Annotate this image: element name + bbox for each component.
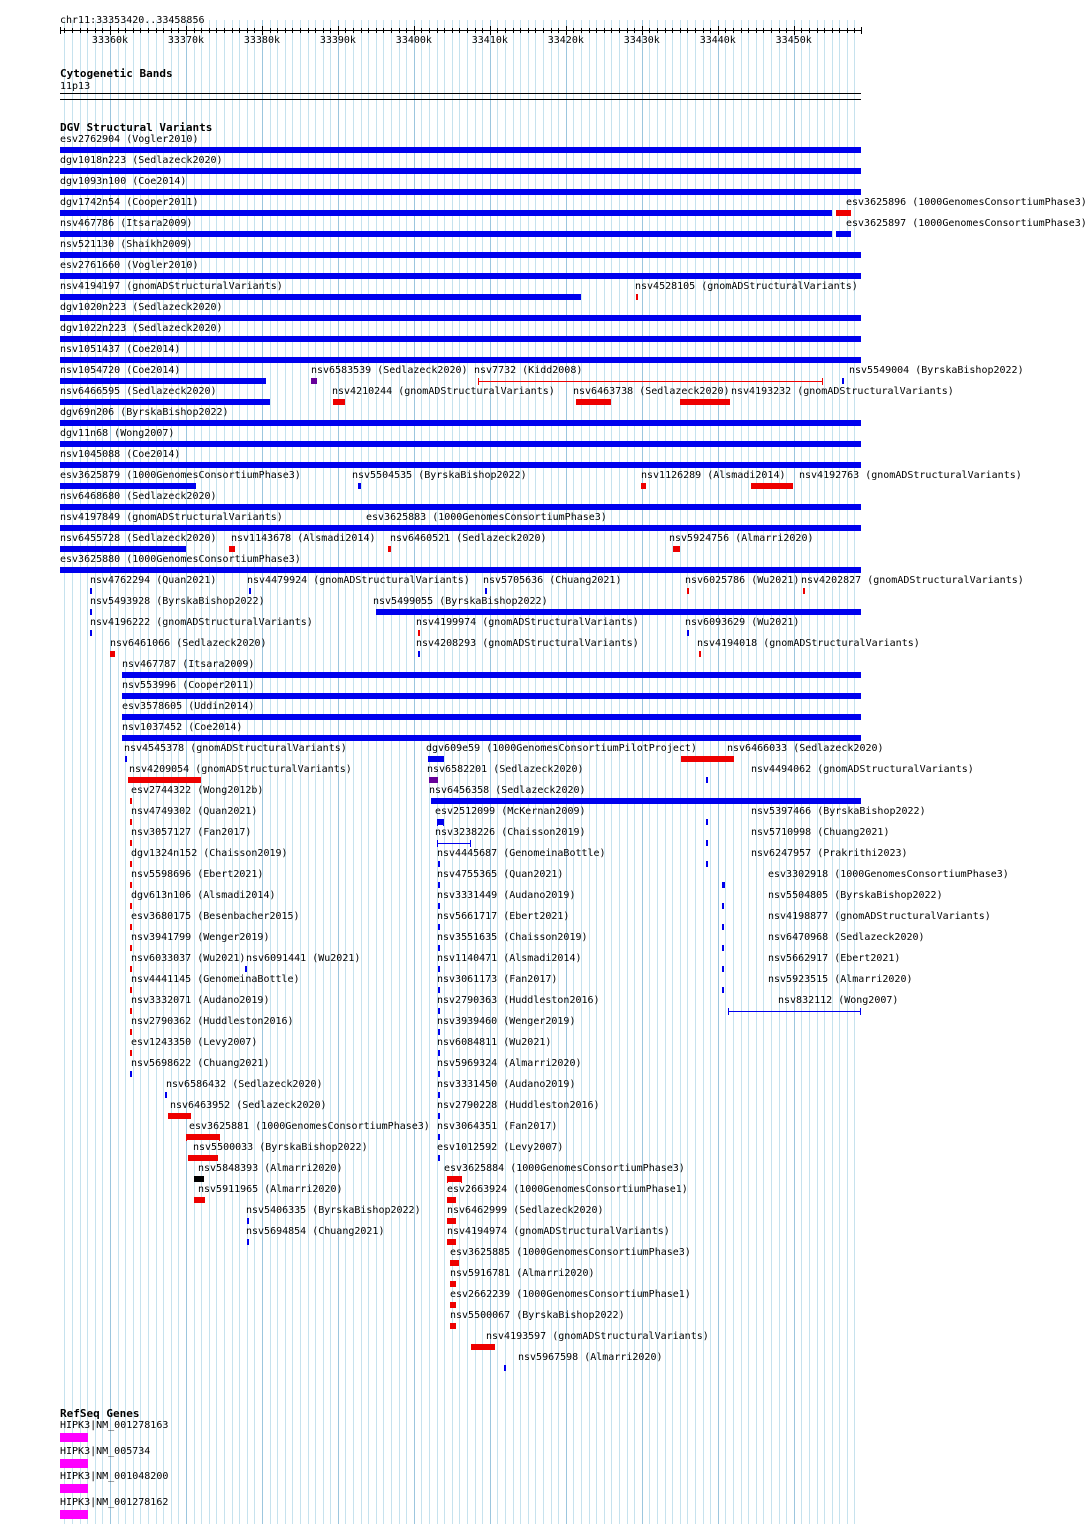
ruler-tick-label: 33450k xyxy=(775,35,812,46)
sv-label[interactable]: nsv4196222 (gnomADStructuralVariants) xyxy=(90,617,313,628)
sv-label[interactable]: nsv521130 (Shaikh2009) xyxy=(60,239,193,250)
refseq-track-title: RefSeq Genes xyxy=(60,1407,140,1420)
sv-feature[interactable] xyxy=(60,147,861,153)
sv-label[interactable]: nsv4194018 (gnomADStructuralVariants) xyxy=(697,638,920,649)
sv-feature[interactable] xyxy=(247,1239,249,1245)
sv-feature[interactable] xyxy=(428,756,444,762)
sv-label[interactable]: nsv4762294 (Quan2021) xyxy=(90,575,217,586)
sv-feature[interactable] xyxy=(438,1092,440,1098)
sv-label[interactable]: nsv2790363 (Huddleston2016) xyxy=(437,995,600,1006)
sv-label[interactable]: nsv5967598 (Almarri2020) xyxy=(518,1352,663,1363)
sv-feature[interactable] xyxy=(60,441,861,447)
sv-label[interactable]: esv1243350 (Levy2007) xyxy=(131,1037,258,1048)
sv-feature-end xyxy=(437,840,438,847)
sv-feature[interactable] xyxy=(90,609,92,615)
sv-feature[interactable] xyxy=(471,1344,495,1350)
gene-label[interactable]: HIPK3|NM_001278163 xyxy=(60,1420,169,1431)
sv-label[interactable]: esv2663924 (1000GenomesConsortiumPhase1) xyxy=(447,1184,688,1195)
sv-feature[interactable] xyxy=(706,777,708,783)
sv-feature[interactable] xyxy=(687,630,689,636)
sv-feature[interactable] xyxy=(130,924,132,930)
sv-feature[interactable] xyxy=(438,1071,440,1077)
sv-feature[interactable] xyxy=(60,336,861,342)
sv-label[interactable]: nsv1054720 (Coe2014) xyxy=(60,365,181,376)
sv-label[interactable]: esv3302918 (1000GenomesConsortiumPhase3) xyxy=(768,869,1009,880)
sv-label[interactable]: nsv4445687 (GenomeinaBottle) xyxy=(437,848,606,859)
sv-feature[interactable] xyxy=(130,987,132,993)
sv-feature[interactable] xyxy=(122,735,861,741)
sv-feature[interactable] xyxy=(130,903,132,909)
sv-feature[interactable] xyxy=(447,1239,456,1245)
sv-feature[interactable] xyxy=(168,1113,191,1119)
sv-label[interactable]: nsv1051437 (Coe2014) xyxy=(60,344,181,355)
sv-feature[interactable] xyxy=(130,1050,132,1056)
sv-feature[interactable] xyxy=(60,462,861,468)
sv-feature[interactable] xyxy=(722,966,724,972)
sv-label[interactable]: nsv4197849 (gnomADStructuralVariants) xyxy=(60,512,283,523)
ruler-tick-label: 33390k xyxy=(319,35,356,46)
sv-label[interactable]: nsv5500067 (ByrskaBishop2022) xyxy=(450,1310,625,1321)
sv-feature[interactable] xyxy=(60,483,196,489)
sv-label[interactable]: dgv1018n223 (Sedlazeck2020) xyxy=(60,155,223,166)
sv-feature[interactable] xyxy=(333,399,345,405)
sv-feature[interactable] xyxy=(90,588,92,594)
sv-label[interactable]: nsv2790362 (Huddleston2016) xyxy=(131,1016,294,1027)
sv-label[interactable]: nsv4441145 (GenomeinaBottle) xyxy=(131,974,300,985)
sv-feature[interactable] xyxy=(504,1365,506,1371)
sv-feature-end xyxy=(186,1134,187,1141)
sv-feature[interactable] xyxy=(122,714,861,720)
sv-label[interactable]: nsv832112 (Wong2007) xyxy=(778,995,899,1006)
sv-feature[interactable] xyxy=(431,798,861,804)
ruler-tick-label: 33400k xyxy=(395,35,432,46)
sv-feature[interactable] xyxy=(125,756,127,762)
sv-feature[interactable] xyxy=(194,1197,205,1203)
sv-label[interactable]: nsv6463952 (Sedlazeck2020) xyxy=(170,1100,327,1111)
sv-label[interactable]: nsv6582201 (Sedlazeck2020) xyxy=(427,764,584,775)
sv-feature[interactable] xyxy=(429,777,438,783)
sv-label[interactable]: nsv467786 (Itsara2009) xyxy=(60,218,193,229)
sv-feature[interactable] xyxy=(122,693,861,699)
gene-feature[interactable] xyxy=(60,1433,88,1442)
sv-label[interactable]: nsv6456358 (Sedlazeck2020) xyxy=(429,785,586,796)
sv-feature[interactable] xyxy=(122,672,861,678)
sv-label[interactable]: esv2762904 (Vogler2010) xyxy=(60,134,199,145)
sv-label[interactable]: dgv1022n223 (Sedlazeck2020) xyxy=(60,323,223,334)
sv-feature[interactable] xyxy=(60,399,270,405)
sv-label[interactable]: nsv4202827 (gnomADStructuralVariants) xyxy=(801,575,1024,586)
sv-feature[interactable] xyxy=(60,567,861,573)
sv-label[interactable]: nsv1126289 (Alsmadi2014) xyxy=(641,470,786,481)
sv-feature-end xyxy=(728,1008,729,1015)
gene-label[interactable]: HIPK3|NM_001278162 xyxy=(60,1496,169,1508)
sv-label[interactable]: nsv6466595 (Sedlazeck2020) xyxy=(60,386,217,397)
sv-feature[interactable] xyxy=(706,840,708,846)
location-label: chr11:33353420..33458856 xyxy=(60,15,205,26)
sv-label[interactable]: nsv3331449 (Audano2019) xyxy=(437,890,576,901)
sv-feature[interactable] xyxy=(376,609,861,615)
sv-label[interactable]: nsv6462999 (Sedlazeck2020) xyxy=(447,1205,604,1216)
sv-feature[interactable] xyxy=(681,756,734,762)
ruler-tick-label: 33380k xyxy=(243,35,280,46)
sv-label[interactable]: esv1012592 (Levy2007) xyxy=(437,1142,564,1153)
sv-label[interactable]: nsv6461066 (Sedlazeck2020) xyxy=(110,638,267,649)
sv-label[interactable]: nsv5848393 (Almarri2020) xyxy=(198,1163,343,1174)
sv-label[interactable]: nsv5397466 (ByrskaBishop2022) xyxy=(751,806,926,817)
sv-label[interactable]: nsv4545378 (gnomADStructuralVariants) xyxy=(124,743,347,754)
sv-feature[interactable] xyxy=(438,882,440,888)
sv-label[interactable]: nsv4194974 (gnomADStructuralVariants) xyxy=(447,1226,670,1237)
sv-label[interactable]: nsv4198877 (gnomADStructuralVariants) xyxy=(768,911,991,922)
sv-label[interactable]: nsv3332071 (Audano2019) xyxy=(131,995,270,1006)
sv-label[interactable]: esv3625883 (1000GenomesConsortiumPhase3) xyxy=(366,512,607,523)
sv-feature[interactable] xyxy=(751,483,793,489)
sv-label[interactable]: nsv1143678 (Alsmadi2014) xyxy=(231,533,376,544)
sv-feature[interactable] xyxy=(673,546,680,552)
ruler-tick-label: 33370k xyxy=(167,35,205,46)
sv-feature[interactable] xyxy=(60,378,266,384)
sv-label[interactable]: nsv5493928 (ByrskaBishop2022) xyxy=(90,596,265,607)
sv-feature[interactable] xyxy=(130,945,132,951)
sv-label[interactable]: nsv5924756 (Almarri2020) xyxy=(669,533,814,544)
sv-feature[interactable] xyxy=(130,882,132,888)
sv-label[interactable]: esv3625896 (1000GenomesConsortiumPhase3) xyxy=(846,197,1087,208)
sv-label[interactable]: nsv3939460 (Wenger2019) xyxy=(437,1016,576,1027)
sv-label[interactable]: nsv467787 (Itsara2009) xyxy=(122,659,255,670)
sv-feature[interactable] xyxy=(130,1071,132,1077)
sv-label[interactable]: nsv4479924 (gnomADStructuralVariants) xyxy=(247,575,470,586)
sv-feature[interactable] xyxy=(90,630,92,636)
sv-label[interactable]: nsv5406335 (ByrskaBishop2022) xyxy=(246,1205,421,1216)
sv-label[interactable]: nsv4194197 (gnomADStructuralVariants) xyxy=(60,281,283,292)
sv-feature[interactable] xyxy=(447,1176,462,1182)
sv-label[interactable]: nsv5661717 (Ebert2021) xyxy=(437,911,570,922)
sv-feature[interactable] xyxy=(60,420,861,426)
sv-feature[interactable] xyxy=(60,504,861,510)
ruler-tick-label: 33430k xyxy=(623,35,660,46)
sv-label[interactable]: esv2744322 (Wong2012b) xyxy=(131,785,264,796)
sv-label[interactable]: dgv69n206 (ByrskaBishop2022) xyxy=(60,407,229,418)
sv-feature[interactable] xyxy=(438,924,440,930)
sv-feature[interactable] xyxy=(438,1008,440,1014)
sv-label[interactable]: esv3625885 (1000GenomesConsortiumPhase3) xyxy=(450,1247,691,1258)
sv-feature[interactable] xyxy=(60,357,861,363)
sv-feature[interactable] xyxy=(130,819,132,825)
sv-label[interactable]: nsv4192763 (gnomADStructuralVariants) xyxy=(799,470,1022,481)
sv-label[interactable]: nsv6468680 (Sedlazeck2020) xyxy=(60,491,217,502)
sv-label[interactable]: nsv6586432 (Sedlazeck2020) xyxy=(166,1079,323,1090)
sv-label[interactable]: nsv3941799 (Wenger2019) xyxy=(131,932,270,943)
cytoband-track-title: Cytogenetic Bands xyxy=(60,67,173,80)
sv-label[interactable]: nsv6455728 (Sedlazeck2020) xyxy=(60,533,217,544)
sv-feature[interactable] xyxy=(418,651,420,657)
sv-feature[interactable] xyxy=(842,378,844,384)
sv-feature[interactable] xyxy=(186,1134,220,1140)
sv-feature[interactable] xyxy=(836,210,851,216)
sv-label[interactable]: esv3578605 (Uddin2014) xyxy=(122,701,255,712)
sv-label[interactable]: nsv553996 (Cooper2011) xyxy=(122,680,255,691)
sv-label[interactable]: nsv4755365 (Quan2021) xyxy=(437,869,564,880)
sv-feature[interactable] xyxy=(60,315,861,321)
sv-feature[interactable] xyxy=(438,1113,440,1119)
sv-feature-end xyxy=(447,1176,448,1183)
ruler-tick-label: 33420k xyxy=(547,35,584,46)
sv-feature[interactable] xyxy=(194,1176,204,1182)
sv-label[interactable]: nsv7732 (Kidd2008) xyxy=(474,365,583,376)
sv-feature[interactable] xyxy=(722,903,724,909)
sv-feature[interactable] xyxy=(636,294,638,300)
sv-feature[interactable] xyxy=(358,483,361,489)
sv-feature[interactable] xyxy=(438,945,440,951)
sv-feature[interactable] xyxy=(450,1281,456,1287)
sv-feature-end xyxy=(470,840,471,847)
gene-feature[interactable] xyxy=(60,1459,88,1468)
sv-feature[interactable] xyxy=(576,399,611,405)
sv-feature-end xyxy=(437,819,438,826)
sv-feature[interactable] xyxy=(438,1029,440,1035)
sv-label[interactable]: nsv1037452 (Coe2014) xyxy=(122,722,243,733)
sv-label[interactable]: esv2662239 (1000GenomesConsortiumPhase1) xyxy=(450,1289,691,1300)
gene-feature[interactable] xyxy=(60,1510,88,1519)
sv-label[interactable]: esv2761660 (Vogler2010) xyxy=(60,260,199,271)
sv-label[interactable]: nsv6583539 (Sedlazeck2020) xyxy=(311,365,468,376)
sv-feature[interactable] xyxy=(722,987,724,993)
sv-label[interactable]: nsv5500033 (ByrskaBishop2022) xyxy=(193,1142,368,1153)
sv-feature[interactable] xyxy=(388,546,391,552)
sv-label[interactable]: nsv4193597 (gnomADStructuralVariants) xyxy=(486,1331,709,1342)
sv-label[interactable]: nsv5969324 (Almarri2020) xyxy=(437,1058,582,1069)
sv-label[interactable]: nsv4199974 (gnomADStructuralVariants) xyxy=(416,617,639,628)
sv-feature[interactable] xyxy=(60,189,861,195)
sv-label[interactable]: nsv1045088 (Coe2014) xyxy=(60,449,181,460)
sv-feature[interactable] xyxy=(450,1323,456,1329)
sv-label[interactable]: nsv6460521 (Sedlazeck2020) xyxy=(390,533,547,544)
sv-label[interactable]: dgv1324n152 (Chaisson2019) xyxy=(131,848,288,859)
sv-label[interactable]: esv2512099 (McKernan2009) xyxy=(435,806,586,817)
sv-label[interactable]: nsv6091441 (Wu2021) xyxy=(246,953,361,964)
sv-feature[interactable] xyxy=(722,882,725,888)
sv-label[interactable]: nsv3331450 (Audano2019) xyxy=(437,1079,576,1090)
sv-feature[interactable] xyxy=(110,651,115,657)
sv-feature[interactable] xyxy=(60,252,861,258)
sv-feature-end xyxy=(478,378,479,385)
sv-feature[interactable] xyxy=(478,381,823,382)
sv-label[interactable]: dgv1742n54 (Cooper2011) xyxy=(60,197,199,208)
sv-feature[interactable] xyxy=(188,1155,218,1161)
sv-label[interactable]: nsv3238226 (Chaisson2019) xyxy=(435,827,586,838)
sv-label[interactable]: esv3625880 (1000GenomesConsortiumPhase3) xyxy=(60,554,301,565)
sv-label[interactable]: nsv5710998 (Chuang2021) xyxy=(751,827,890,838)
sv-label[interactable]: esv3625879 (1000GenomesConsortiumPhase3) xyxy=(60,470,301,481)
sv-label[interactable]: nsv5916781 (Almarri2020) xyxy=(450,1268,595,1279)
sv-label[interactable]: nsv6025786 (Wu2021) xyxy=(685,575,800,586)
sv-feature-end xyxy=(860,1008,861,1015)
sv-label[interactable]: nsv5911965 (Almarri2020) xyxy=(198,1184,343,1195)
ruler-tick-label: 33440k xyxy=(699,35,736,46)
sv-label[interactable]: nsv5662917 (Ebert2021) xyxy=(768,953,901,964)
sv-feature[interactable] xyxy=(130,1008,132,1014)
sv-feature[interactable] xyxy=(130,840,132,846)
sv-label[interactable]: nsv5705636 (Chuang2021) xyxy=(483,575,622,586)
sv-feature[interactable] xyxy=(699,651,701,657)
sv-feature[interactable] xyxy=(60,168,861,174)
sv-feature-end xyxy=(443,819,444,826)
sv-label[interactable]: nsv5549004 (ByrskaBishop2022) xyxy=(849,365,1024,376)
gene-label[interactable]: HIPK3|NM_005734 xyxy=(60,1445,151,1457)
sv-feature[interactable] xyxy=(60,546,186,552)
sv-label[interactable]: nsv6084811 (Wu2021) xyxy=(437,1037,552,1048)
sv-label[interactable]: nsv3057127 (Fan2017) xyxy=(131,827,252,838)
sv-label[interactable]: nsv4209054 (gnomADStructuralVariants) xyxy=(129,764,352,775)
sv-feature[interactable] xyxy=(368,525,861,531)
sv-label[interactable]: nsv4749302 (Quan2021) xyxy=(131,806,258,817)
sv-feature[interactable] xyxy=(437,843,471,844)
sv-feature[interactable] xyxy=(438,1155,440,1161)
sv-feature[interactable] xyxy=(680,399,730,405)
sv-label[interactable]: esv3625897 (1000GenomesConsortiumPhase3) xyxy=(846,218,1087,229)
sv-label[interactable]: nsv2790228 (Huddleston2016) xyxy=(437,1100,600,1111)
sv-label[interactable]: nsv6470968 (Sedlazeck2020) xyxy=(768,932,925,943)
sv-feature[interactable] xyxy=(803,588,805,594)
gene-label[interactable]: HIPK3|NM_001048200 xyxy=(60,1471,169,1482)
sv-label[interactable]: nsv1140471 (Alsmadi2014) xyxy=(437,953,582,964)
sv-label[interactable]: nsv6033037 (Wu2021) xyxy=(131,953,246,964)
sv-feature[interactable] xyxy=(130,966,132,972)
sv-label[interactable]: dgv613n106 (Alsmadi2014) xyxy=(131,890,276,901)
sv-label[interactable]: nsv5598696 (Ebert2021) xyxy=(131,869,264,880)
sv-feature[interactable] xyxy=(450,1260,459,1266)
sv-feature[interactable] xyxy=(438,1134,440,1140)
sv-feature[interactable] xyxy=(130,861,132,867)
sv-feature[interactable] xyxy=(60,210,832,216)
sv-label[interactable]: nsv5923515 (Almarri2020) xyxy=(768,974,913,985)
sv-feature[interactable] xyxy=(130,798,132,804)
sv-feature[interactable] xyxy=(438,861,440,867)
dgv-track-title: DGV Structural Variants xyxy=(60,121,213,134)
sv-feature[interactable] xyxy=(836,231,851,237)
sv-feature[interactable] xyxy=(687,588,689,594)
sv-feature[interactable] xyxy=(728,1011,861,1012)
sv-label[interactable]: nsv4528105 (gnomADStructuralVariants) xyxy=(635,281,858,292)
sv-feature[interactable] xyxy=(706,861,708,867)
sv-label[interactable]: dgv609e59 (1000GenomesConsortiumPilotProject) xyxy=(426,743,697,754)
cytoband-label: 11p13 xyxy=(60,81,91,92)
sv-feature[interactable] xyxy=(447,1218,456,1224)
sv-label[interactable]: nsv5698622 (Chuang2021) xyxy=(131,1058,270,1069)
sv-label[interactable]: esv3680175 (Besenbacher2015) xyxy=(131,911,300,922)
sv-feature[interactable] xyxy=(60,231,832,237)
sv-feature[interactable] xyxy=(247,1218,249,1224)
sv-feature[interactable] xyxy=(229,546,235,552)
sv-feature[interactable] xyxy=(722,924,724,930)
sv-label[interactable]: dgv11n68 (Wong2007) xyxy=(60,428,175,439)
sv-label[interactable]: dgv1093n100 (Coe2014) xyxy=(60,176,187,187)
sv-feature[interactable] xyxy=(722,945,724,951)
sv-feature[interactable] xyxy=(165,1092,167,1098)
sv-feature[interactable] xyxy=(438,966,440,972)
sv-label[interactable]: nsv5694854 (Chuang2021) xyxy=(246,1226,385,1237)
sv-feature[interactable] xyxy=(706,819,708,825)
sv-feature[interactable] xyxy=(60,273,861,279)
sv-label[interactable]: nsv5499055 (ByrskaBishop2022) xyxy=(373,596,548,607)
ruler-tick-label: 33360k xyxy=(91,35,129,46)
sv-feature[interactable] xyxy=(438,1050,440,1056)
sv-feature[interactable] xyxy=(130,1029,132,1035)
sv-label[interactable]: nsv4193232 (gnomADStructuralVariants) xyxy=(731,386,954,397)
sv-feature[interactable] xyxy=(418,630,420,636)
sv-label[interactable]: nsv3064351 (Fan2017) xyxy=(437,1121,558,1132)
sv-feature-end xyxy=(219,1134,220,1141)
sv-label[interactable]: esv3625884 (1000GenomesConsortiumPhase3) xyxy=(444,1163,685,1174)
sv-label[interactable]: nsv4210244 (gnomADStructuralVariants) xyxy=(332,386,555,397)
sv-label[interactable]: nsv6247957 (Prakrithi2023) xyxy=(751,848,908,859)
sv-feature[interactable] xyxy=(245,966,247,972)
sv-label[interactable]: nsv6466033 (Sedlazeck2020) xyxy=(727,743,884,754)
sv-feature[interactable] xyxy=(438,903,440,909)
gene-feature[interactable] xyxy=(60,1484,88,1493)
sv-feature[interactable] xyxy=(438,987,440,993)
sv-label[interactable]: nsv5504805 (ByrskaBishop2022) xyxy=(768,890,943,901)
sv-feature-end xyxy=(461,1176,462,1183)
sv-feature[interactable] xyxy=(60,294,581,300)
ruler-tick-label: 33410k xyxy=(471,35,508,46)
sv-label[interactable]: esv3625881 (1000GenomesConsortiumPhase3) xyxy=(189,1121,430,1132)
sv-feature[interactable] xyxy=(447,1197,456,1203)
sv-label[interactable]: nsv6463738 (Sedlazeck2020) xyxy=(573,386,730,397)
sv-label[interactable]: nsv6093629 (Wu2021) xyxy=(685,617,800,628)
sv-feature[interactable] xyxy=(311,378,317,384)
sv-feature[interactable] xyxy=(641,483,646,489)
sv-feature-end xyxy=(822,378,823,385)
sv-label[interactable]: nsv4494062 (gnomADStructuralVariants) xyxy=(751,764,974,775)
sv-label[interactable]: dgv1020n223 (Sedlazeck2020) xyxy=(60,302,223,313)
sv-feature[interactable] xyxy=(450,1302,456,1308)
sv-feature[interactable] xyxy=(485,588,487,594)
sv-label[interactable]: nsv5504535 (ByrskaBishop2022) xyxy=(352,470,527,481)
sv-label[interactable]: nsv3551635 (Chaisson2019) xyxy=(437,932,588,943)
sv-label[interactable]: nsv3061173 (Fan2017) xyxy=(437,974,558,985)
sv-feature[interactable] xyxy=(249,588,251,594)
sv-feature[interactable] xyxy=(128,777,201,783)
sv-label[interactable]: nsv4208293 (gnomADStructuralVariants) xyxy=(416,638,639,649)
